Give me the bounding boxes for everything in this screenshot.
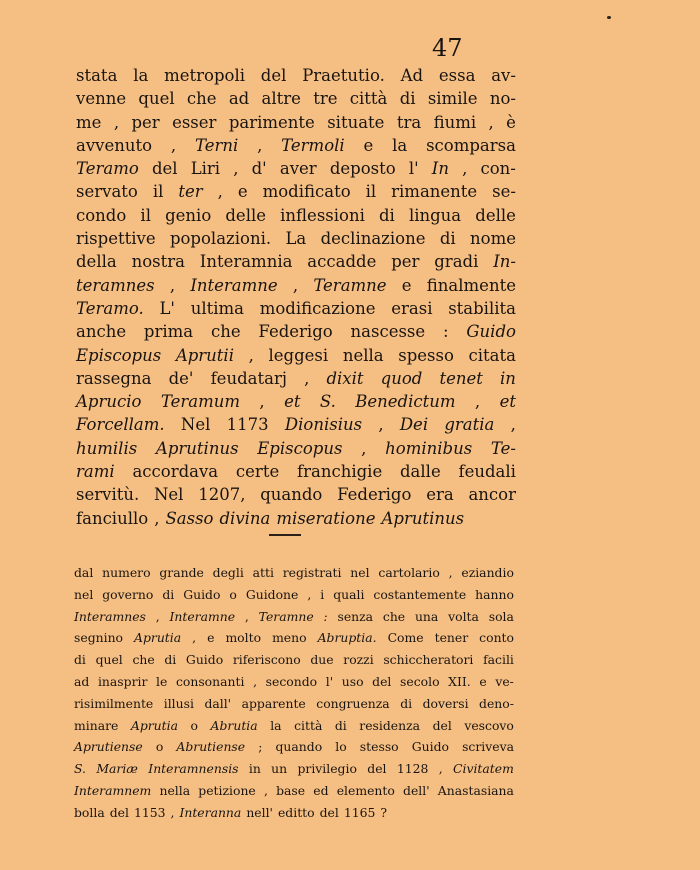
footnote-line: nel governo di Guido o Guidone , i quali costantemente hanno	[74, 586, 514, 602]
main-text-line: rassegna de' feudatarj , dixit quod tenet in	[76, 368, 516, 388]
main-text-line: anche prima che Federigo nascesse : Guido	[76, 322, 516, 342]
main-text-line: servato il ter , e modificato il rimanente se-	[76, 182, 516, 202]
main-text-line: Aprucio Teramum , et S. Benedictum , et	[76, 392, 516, 412]
main-text-line: rispettive popolazioni. La declinazione di nome	[76, 229, 516, 249]
ink-speck	[607, 16, 611, 19]
page-number: 47	[432, 34, 463, 62]
main-text-line: Teramo del Liri , d' aver deposto l' In , con-	[76, 159, 516, 179]
main-text-line: me , per esser parimente situate tra fiumi , è	[76, 112, 516, 132]
main-text-line: venne quel che ad altre tre città di simile no-	[76, 89, 516, 109]
footnote-line: bolla del 1153 , Interanna nell' editto del 1165 ?	[74, 804, 388, 820]
main-text-line: avvenuto , Terni , Termoli e la scomparsa	[76, 135, 516, 155]
footnote-line: ad inasprir le consonanti , secondo l' uso del secolo XII. e ve-	[74, 673, 514, 689]
footnote-separator	[269, 534, 301, 536]
main-text-line: Episcopus Aprutii , leggesi nella spesso citata	[76, 345, 516, 365]
footnote-line: segnino Aprutia , e molto meno Abruptia. Come tener conto	[74, 630, 514, 646]
footnote-line: di quel che di Guido riferiscono due rozzi schiccheratori facili	[74, 652, 514, 668]
footnote-line: Interamnem nella petizione , base ed elemento dell' Anastasiana	[74, 782, 514, 798]
footnote-line: Interamnes , Interamne , Teramne : senza che una volta sola	[74, 608, 514, 624]
main-text-line: Teramo. L' ultima modificazione erasi stabilita	[76, 298, 516, 318]
main-text-line: rami accordava certe franchigie dalle feudali	[76, 462, 516, 482]
footnote-line: risimilmente illusi dall' apparente congruenza di doversi deno-	[74, 695, 514, 711]
footnote-text	[74, 562, 514, 824]
main-text-line: stata la metropoli del Praetutio. Ad essa av-	[76, 66, 516, 85]
main-text-line: condo il genio delle inflessioni di lingua delle	[76, 205, 516, 225]
footnote-line: minare Aprutia o Abrutia la città di residenza del vescovo	[74, 717, 514, 733]
main-text-line: fanciullo , Sasso divina miseratione Aprutinus	[76, 508, 465, 528]
main-text-line: della nostra Interamnia accadde per gradi In-	[76, 252, 516, 272]
main-text-line: teramnes , Interamne , Teramne e finalmente	[76, 275, 516, 295]
footnote-line: dal numero grande degli atti registrati nel cartolario , eziandio	[74, 565, 514, 580]
main-text-line: humilis Aprutinus Episcopus , hominibus Te-	[76, 438, 516, 458]
main-text	[76, 64, 516, 530]
footnote-line: S. Mariæ Interamnensis in un privilegio del 1128 , Civitatem	[74, 761, 514, 777]
footnote-line: Aprutiense o Abrutiense ; quando lo stesso Guido scriveva	[74, 739, 514, 755]
main-text-line: Forcellam. Nel 1173 Dionisius , Dei gratia ,	[76, 415, 516, 435]
main-text-line: servitù. Nel 1207, quando Federigo era ancor	[76, 485, 516, 505]
